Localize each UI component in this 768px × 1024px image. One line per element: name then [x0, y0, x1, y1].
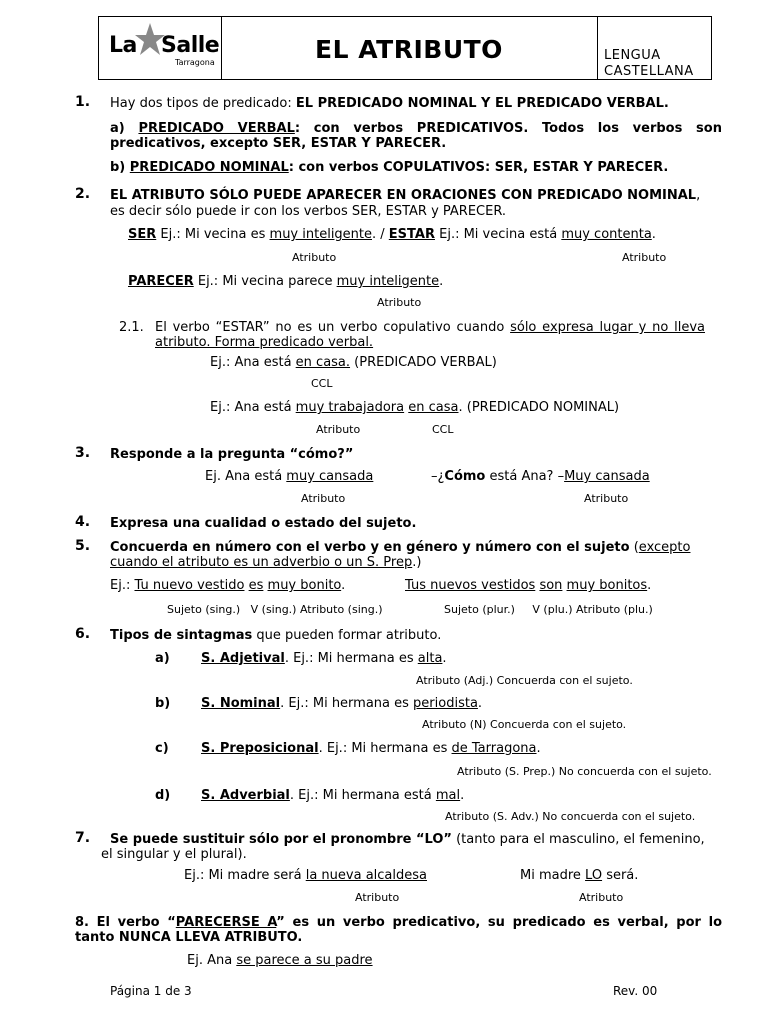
s5-example: Ej.: Tu nuevo vestido es muy bonito. [110, 578, 346, 593]
s1-item-b [110, 160, 722, 175]
s6-text-rest: que pueden formar atributo. [252, 628, 442, 643]
label-ccl: CCL [311, 377, 333, 390]
s5-text-b: Concuerda en número con el verbo y en género y número con el sujeto [110, 540, 630, 555]
s3-example [205, 469, 373, 484]
section-number: 1. [75, 94, 91, 110]
s7-example-2 [520, 868, 638, 883]
s2-sub-text-a: El verbo “ESTAR” no es un verbo copulativo cuando [155, 320, 511, 335]
s7-ex1-u: la nueva alcaldesa [305, 868, 427, 883]
s7-ex2-b: será. [602, 868, 639, 883]
s1-item-a [110, 121, 722, 151]
label-atributo: Atributo [584, 492, 629, 505]
s6-item-note: Atributo (S. Adv.) No concuerda con el sujeto. [445, 810, 696, 823]
subject-label: LENGUA CASTELLANA [604, 48, 694, 79]
s6-text [110, 628, 441, 643]
s7-ex2-u: LO [585, 868, 603, 883]
s8-text-a: 8. El verbo “ [75, 915, 176, 930]
s2-parecer-ex: Ej.: Mi vecina parece [193, 274, 337, 289]
s1-b-rest: : con verbos COPULATIVOS: SER, ESTAR Y PARECER. [288, 160, 669, 175]
s8-text-u: PARECERSE A [175, 915, 277, 930]
s2-ser-ex: Ej.: Mi vecina es [156, 227, 270, 242]
s5-ex-a1: muy bonito [267, 578, 342, 593]
s1-text [110, 96, 669, 111]
document-header [98, 16, 712, 80]
s2-ex2 [210, 400, 619, 415]
s2-parecer: PARECER [128, 274, 194, 289]
s3-q-c: está Ana? – [485, 469, 565, 484]
section-number: 7. [75, 830, 91, 846]
s1-text-b: EL PREDICADO NOMINAL Y EL PREDICADO VERBAL. [295, 96, 669, 111]
s7-text [110, 832, 705, 847]
s2-ex2-a: Ej.: Ana está [210, 400, 296, 415]
label-atributo: Atributo [316, 423, 361, 436]
s2-ex1-a: Ej.: Ana está [210, 355, 296, 370]
logo-city: Tarragona [175, 58, 215, 67]
label-atributo: Atributo [355, 891, 400, 904]
s2-ser: SER [128, 227, 157, 242]
s2-dot: . [651, 227, 656, 242]
s7-text-b: Se puede sustituir sólo por el pronombre “LO” [110, 832, 452, 847]
s6-item-ex: . Ej.: Mi hermana es [284, 651, 418, 666]
s2-sub-num: 2.1. [119, 320, 144, 335]
s2-estar: ESTAR [388, 227, 435, 242]
s2-dot: . [439, 274, 444, 289]
s6-item: S. Nominal. Ej.: Mi hermana es periodista. [201, 696, 483, 711]
s2-line1 [110, 188, 700, 203]
s8-text [75, 915, 722, 945]
section-number: 6. [75, 626, 91, 642]
s3-question [431, 469, 650, 484]
s6-text-b: Tipos de sintagmas [110, 628, 253, 643]
s6-item-term: S. Adverbial [201, 788, 290, 803]
s5-text-end: .) [412, 555, 422, 570]
s5-ex-v2: son [539, 578, 563, 593]
s5-text-u: excepto cuando el atributo es un adverbio o un S. Prep [110, 540, 691, 570]
s2-ex2-b: . (PREDICADO NOMINAL) [458, 400, 620, 415]
s2-ex1-u: en casa. [295, 355, 351, 370]
label-atributo: Atributo [377, 296, 422, 309]
s2-ex2-u1: muy trabajadora [295, 400, 405, 415]
s2-estar-ex: Ej.: Mi vecina está [434, 227, 562, 242]
s2-ex1 [210, 355, 497, 370]
s3-text: Responde a la pregunta “cómo?” [110, 447, 354, 462]
logo-salle: Salle [161, 33, 220, 58]
s2-sub-text [155, 320, 705, 350]
s8-text-b: ” es un verbo predicativo, su predicado es verbal, por lo tanto NUNCA LLEVA ATRIBUTO. [75, 915, 722, 945]
s6-item-ex: . Ej.: Mi hermana está [289, 788, 436, 803]
s6-item-label: b) [155, 696, 171, 711]
s2-ex1-b: (PREDICADO VERBAL) [350, 355, 497, 370]
s5-example-2: Tus nuevos vestidos son muy bonitos. [405, 578, 652, 593]
revision: Rev. 00 [613, 984, 658, 998]
s3-q-b: Cómo [444, 469, 486, 484]
section-number: 2. [75, 186, 91, 202]
s7-line2: el singular y el plural). [101, 847, 247, 862]
s6-item-label: a) [155, 651, 170, 666]
label-atributo: Atributo [579, 891, 624, 904]
s5-text [110, 540, 715, 570]
label-atributo: Atributo [292, 251, 337, 264]
s2-ser-example [128, 227, 656, 242]
s1-text-a: Hay dos tipos de predicado: [110, 96, 296, 111]
label-atributo: Atributo [622, 251, 667, 264]
s2-line2: es decir sólo puede ir con los verbos SER, ESTAR y PARECER. [110, 204, 507, 219]
s1-b-term: PREDICADO NOMINAL [129, 160, 289, 175]
s6-item-term: S. Adjetival [201, 651, 285, 666]
s7-ex2-a: Mi madre [520, 868, 586, 883]
s6-item-term: S. Nominal [201, 696, 281, 711]
s8-ex-u: se parece a su padre [236, 953, 373, 968]
s6-item-u: periodista [413, 696, 478, 711]
s8-example [187, 953, 373, 968]
s6-item-u: mal [435, 788, 461, 803]
s2-sep: . / [372, 227, 389, 242]
logo-la: La [109, 33, 137, 58]
s5-ex-v1: es [248, 578, 264, 593]
page-number: Página 1 de 3 [110, 984, 192, 998]
s2-parecer-example [128, 274, 443, 289]
s3-ex-a: Ej. Ana está [205, 469, 287, 484]
s2-ser-attr: muy inteligente [269, 227, 373, 242]
s5-ex-s2: Tus nuevos vestidos [405, 578, 536, 593]
s5-ex-a2: muy bonitos [566, 578, 648, 593]
section-number: 5. [75, 538, 91, 554]
s1-a-label: a) [110, 121, 139, 136]
s6-item: S. Preposicional. Ej.: Mi hermana es de Tarragona. [201, 741, 541, 756]
s1-a-term: PREDICADO VERBAL [138, 121, 295, 136]
s6-item-term: S. Preposicional [201, 741, 319, 756]
section-number: 3. [75, 445, 91, 461]
section-number: 4. [75, 514, 91, 530]
s6-item-u: alta [417, 651, 443, 666]
s2-sub-text-u: sólo expresa lugar y no lleva atributo. Forma predicado verbal. [155, 320, 705, 350]
s3-ex-u: muy cansada [286, 469, 374, 484]
s6-item-ex: . Ej.: Mi hermana es [318, 741, 452, 756]
s2-line1-text: EL ATRIBUTO SÓLO PUEDE APARECER EN ORACIONES CON PREDICADO NOMINAL [110, 188, 697, 203]
s5-labels-2: Sujeto (plur.) V (plu.) Atributo (plu.) [444, 603, 653, 616]
s1-b-label: b) [110, 160, 130, 175]
s6-item-note: Atributo (N) Concuerda con el sujeto. [422, 718, 627, 731]
page-title: EL ATRIBUTO [315, 35, 503, 64]
s6-item-note: Atributo (Adj.) Concuerda con el sujeto. [416, 674, 633, 687]
s7-example [184, 868, 427, 883]
s6-item-u: de Tarragona [451, 741, 537, 756]
s5-labels-1: Sujeto (sing.) V (sing.) Atributo (sing.) [167, 603, 383, 616]
s6-item-ex: . Ej.: Mi hermana es [280, 696, 414, 711]
s8-ex-a: Ej. Ana [187, 953, 237, 968]
s2-parecer-attr: muy inteligente [336, 274, 440, 289]
s5-text-paren: ( [629, 540, 639, 555]
s5-ex: Ej.: [110, 578, 135, 593]
s3-q-u: Muy cansada [564, 469, 650, 484]
s2-ex2-u2: en casa [408, 400, 459, 415]
s6-item-label: d) [155, 788, 171, 803]
s2-estar-attr: muy contenta [561, 227, 652, 242]
s7-ex1-a: Ej.: Mi madre será [184, 868, 306, 883]
s2-line1-end: , [696, 188, 701, 203]
logo [99, 17, 222, 79]
s5-ex-s1: Tu nuevo vestido [134, 578, 245, 593]
s7-text-rest: (tanto para el masculino, el femenino, [451, 832, 705, 847]
s4-text: Expresa una cualidad o estado del sujeto. [110, 516, 417, 531]
s6-item: S. Adverbial. Ej.: Mi hermana está mal. [201, 788, 465, 803]
subject-cell [597, 17, 712, 79]
label-atributo: Atributo [301, 492, 346, 505]
s6-item-note: Atributo (S. Prep.) No concuerda con el sujeto. [457, 765, 712, 778]
s6-item-label: c) [155, 741, 169, 756]
s3-q-a: –¿ [431, 469, 445, 484]
label-ccl: CCL [432, 423, 454, 436]
s1-a-rest: : con verbos PREDICATIVOS. Todos los verbos son predicativos, excepto SER, ESTAR Y PARECER. [110, 121, 722, 151]
s6-item: S. Adjetival. Ej.: Mi hermana es alta. [201, 651, 447, 666]
